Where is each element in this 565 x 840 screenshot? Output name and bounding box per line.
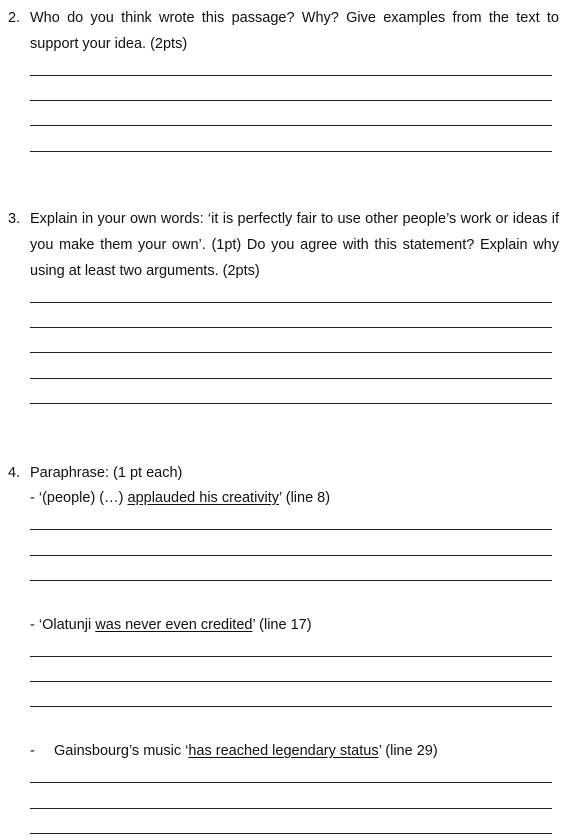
question-text: Who do you think wrote this passage? Why? Give examples from the text to support your idea. (2pts) [30, 10, 559, 52]
question-number: 2. [8, 10, 21, 26]
item-prefix: - ‘(people) (…) [30, 490, 128, 506]
answer-line[interactable] [30, 555, 552, 556]
paraphrase-item-2 [30, 615, 312, 635]
answer-line[interactable] [30, 151, 552, 152]
item-suffix: ’ (line 29) [378, 743, 438, 759]
answer-line[interactable] [30, 352, 552, 353]
paraphrase-item-1 [30, 488, 330, 508]
question-4 [8, 460, 559, 486]
item-prefix: - ‘Olatunji [30, 617, 96, 633]
answer-line[interactable] [30, 833, 552, 834]
answer-line[interactable] [30, 100, 552, 101]
item-underlined-phrase: has reached legendary status [188, 743, 379, 759]
item-suffix: ’ (line 17) [252, 617, 312, 633]
item-dash: - [30, 743, 35, 759]
answer-line[interactable] [30, 808, 552, 809]
answer-line[interactable] [30, 656, 552, 657]
item-underlined-phrase: applauded his creativity [127, 490, 280, 506]
answer-line[interactable] [30, 327, 552, 328]
question-number: 3. [8, 211, 21, 227]
item-prefix: Gainsbourg’s music ‘ [54, 743, 189, 759]
answer-line[interactable] [30, 403, 552, 404]
answer-line[interactable] [30, 580, 552, 581]
question-text: Explain in your own words: ‘it is perfectly fair to use other people’s work or ideas if you make them your own’. (1pt) Do you agree with this statement? Explain why using at least two arguments. (2pts) [30, 211, 559, 279]
answer-line[interactable] [30, 302, 552, 303]
answer-line[interactable] [30, 378, 552, 379]
item-underlined-phrase: was never even credited [95, 617, 253, 633]
paraphrase-item-3 [30, 741, 438, 761]
answer-line[interactable] [30, 125, 552, 126]
answer-line[interactable] [30, 681, 552, 682]
answer-line[interactable] [30, 529, 552, 530]
question-text: Paraphrase: (1 pt each) [30, 465, 183, 481]
question-2 [8, 5, 559, 57]
answer-line[interactable] [30, 706, 552, 707]
item-suffix: ’ (line 8) [279, 490, 331, 506]
answer-line[interactable] [30, 782, 552, 783]
question-number: 4. [8, 465, 21, 481]
answer-line[interactable] [30, 75, 552, 76]
question-3 [8, 206, 559, 284]
